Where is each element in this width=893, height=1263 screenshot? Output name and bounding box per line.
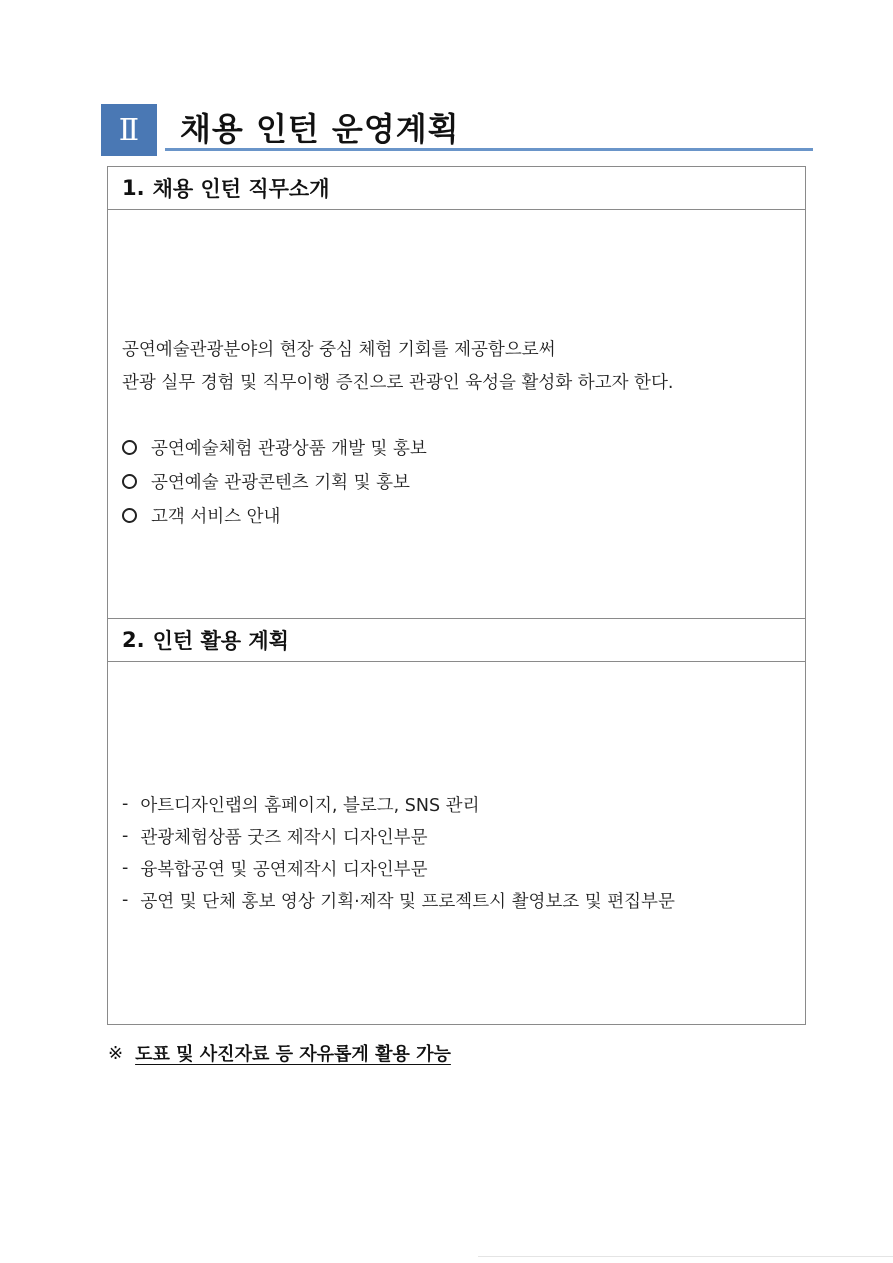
- duty-list: [122, 430, 427, 532]
- section-number-badge: Ⅱ: [101, 104, 157, 156]
- circle-bullet-icon: [122, 474, 137, 489]
- title-underline: [165, 148, 813, 151]
- intro-line: 관광 실무 경험 및 직무이행 증진으로 관광인 육성을 활성화 하고자 한다.: [122, 373, 674, 393]
- intern-plan-box: [107, 618, 806, 1025]
- intro-paragraph: [122, 334, 673, 400]
- list-item-text: 공연 및 단체 홍보 영상 기획·제작 및 프로젝트시 촬영보조 및 편집부문: [140, 891, 675, 912]
- list-item-text: 융복합공연 및 공연제작시 디자인부문: [140, 859, 428, 880]
- list-item: [122, 498, 427, 532]
- heading-text: 인턴 활용 계획: [152, 629, 289, 653]
- intro-line: 공연예술관광분야의 현장 중심 체험 기회를 제공함으로써: [122, 340, 556, 360]
- circle-bullet-icon: [122, 440, 137, 455]
- job-intro-heading: [108, 167, 805, 210]
- plan-list: [122, 788, 675, 916]
- list-item-text: 공연예술체험 관광상품 개발 및 홍보: [151, 438, 427, 459]
- dash-bullet-icon: -: [122, 794, 129, 814]
- list-item: [122, 788, 675, 820]
- list-item: [122, 464, 427, 498]
- dash-bullet-icon: -: [122, 826, 129, 846]
- list-item-text: 고객 서비스 안내: [151, 506, 281, 527]
- list-item-text: 관광체험상품 굿즈 제작시 디자인부문: [140, 827, 428, 848]
- list-item-text: 공연예술 관광콘텐츠 기획 및 홍보: [151, 472, 410, 493]
- list-item: [122, 852, 675, 884]
- page-bottom-line: [478, 1256, 893, 1257]
- footnote-text: 도표 및 사진자료 등 자유롭게 활용 가능: [135, 1044, 451, 1065]
- dash-bullet-icon: -: [122, 858, 129, 878]
- dash-bullet-icon: -: [122, 890, 129, 910]
- list-item: [122, 430, 427, 464]
- job-intro-box: [107, 166, 806, 620]
- circle-bullet-icon: [122, 508, 137, 523]
- list-item: [122, 820, 675, 852]
- reference-mark-icon: ※: [108, 1042, 124, 1064]
- heading-text: 채용 인턴 직무소개: [152, 177, 330, 201]
- footnote: [108, 1040, 451, 1066]
- list-item-text: 아트디자인랩의 홈페이지, 블로그, SNS 관리: [140, 795, 480, 816]
- section-title: 채용 인턴 운영계획: [180, 110, 460, 148]
- intern-plan-heading: [108, 618, 805, 662]
- list-item: [122, 884, 675, 916]
- heading-number: 2.: [122, 628, 145, 652]
- heading-number: 1.: [122, 176, 145, 200]
